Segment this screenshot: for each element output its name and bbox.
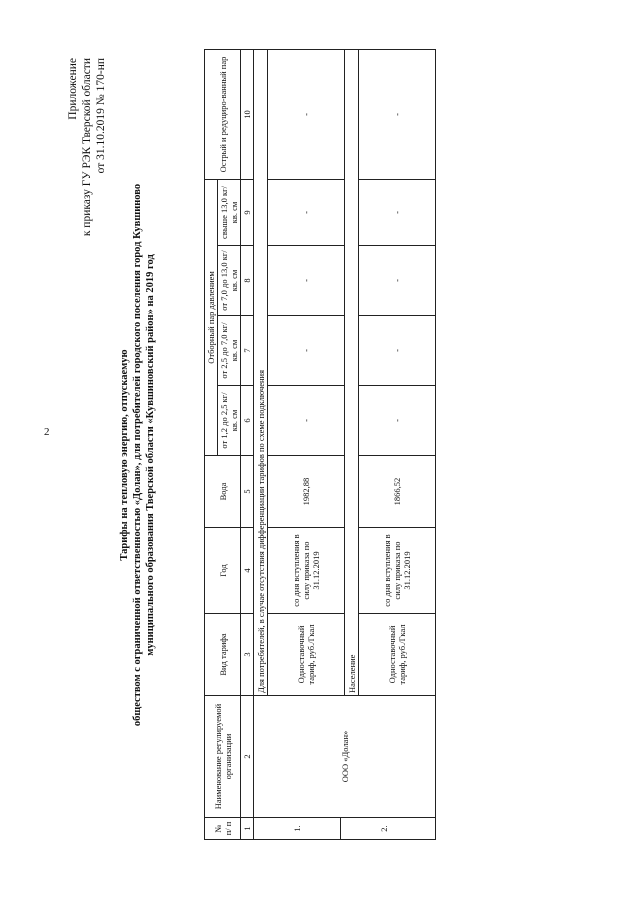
row-number: 2. (379, 825, 389, 832)
rotated-page-content (10, 50, 570, 870)
steam-2-value: - (268, 316, 345, 386)
steam-1-value: - (359, 386, 436, 456)
steam-1-value: - (268, 386, 345, 456)
header-sharp-steam: Острый и редуциро-ванный пар (205, 49, 241, 179)
row-number-column (254, 818, 435, 839)
header-steam-1: от 1,2 до 2,5 кг/кв. см (218, 386, 241, 456)
column-number: 2 (241, 696, 254, 818)
tariffs-table (204, 49, 436, 840)
appendix-line: от 31.10.2019 № 170-нп (95, 58, 107, 174)
title-line: Тарифы на тепловую энергию, отпускаемую (119, 349, 130, 561)
column-number: 4 (241, 528, 254, 614)
tariff-type: Одноставочный тариф, руб./Гкал (268, 614, 345, 696)
column-number: 8 (241, 246, 254, 316)
appendix-line: к приказу ГУ РЭК Тверской области (81, 58, 93, 237)
section-label: Население (345, 49, 359, 695)
header-steam-3: от 7,0 до 13,0 кг/кв. см (218, 246, 241, 316)
header-organization: Наименование регулируемой организации (205, 696, 241, 818)
title-line: муниципального образования Тверской области «Кувшиновский район» на 2019 год (145, 254, 156, 656)
document-title (118, 60, 157, 850)
title-line: обществом с ограниченной ответственностью «Долан», для потребителей городского поселения город Кувшиново (132, 183, 143, 727)
column-number-row (241, 49, 254, 839)
steam-3-value: - (359, 246, 436, 316)
section-row (254, 49, 268, 839)
header-tariff-type: Вид тарифа (205, 614, 241, 696)
sharp-steam-value: - (268, 49, 345, 179)
steam-2-value: - (359, 316, 436, 386)
header-steam-2: от 2,5 до 7,0 кг/кв. см (218, 316, 241, 386)
header-num: № п/ п (205, 818, 241, 840)
steam-3-value: - (268, 246, 345, 316)
column-number: 6 (241, 386, 254, 456)
column-number: 10 (241, 49, 254, 179)
column-number: 5 (241, 456, 254, 528)
steam-4-value: - (359, 179, 436, 245)
appendix-note (66, 58, 108, 298)
period: со дня вступления в силу приказа по 31.12.2019 (268, 528, 345, 614)
header-water: Вода (205, 456, 241, 528)
tariff-type: Одноставочный тариф, руб./Гкал (359, 614, 436, 696)
header-year: Год (205, 528, 241, 614)
organization-name: ООО «Долан» (254, 696, 436, 818)
header-row (205, 49, 218, 839)
appendix-line: Приложение (67, 58, 79, 120)
period: со дня вступления в силу приказа по 31.12.2019 (359, 528, 436, 614)
row-number: 1. (254, 818, 341, 839)
steam-4-value: - (268, 179, 345, 245)
header-steam-4: свыше 13,0 кг/кв. см (218, 179, 241, 245)
sharp-steam-value: - (359, 49, 436, 179)
water-value: 1866,52 (359, 456, 436, 528)
column-number: 3 (241, 614, 254, 696)
column-number: 9 (241, 179, 254, 245)
header-steam-group: Отборный пар давлением (205, 179, 218, 455)
column-number: 1 (241, 818, 254, 840)
water-value: 1982,88 (268, 456, 345, 528)
num-spacer (254, 818, 436, 840)
section-label: Для потребителей, в случае отсутствия дифференциации тарифов по схеме подключения (254, 49, 268, 695)
page-number: 2 (44, 426, 50, 438)
column-number: 7 (241, 316, 254, 386)
